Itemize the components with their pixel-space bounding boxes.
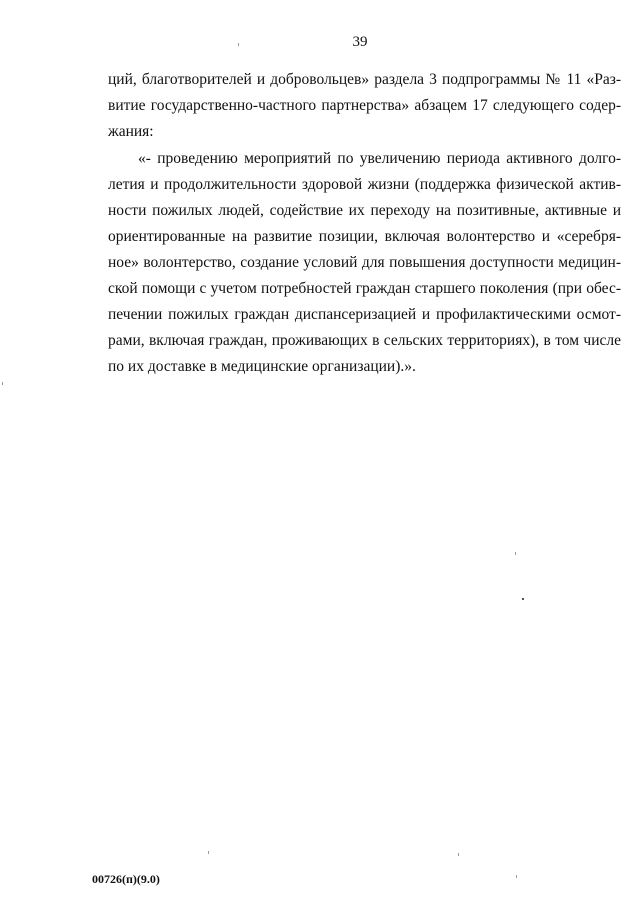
scan-speck — [458, 853, 459, 856]
text-line: витие государственно-частного партнерства» абзацем 17 следующего содер- — [108, 97, 621, 114]
text-line: ное» волонтерство, создание условий для повышения доступности медицин- — [108, 254, 621, 271]
text-line: жания: — [108, 123, 154, 140]
text-line: летия и продолжительности здоровой жизни (поддержка физической актив- — [108, 176, 621, 193]
text-line: ности пожилых людей, содействие их переходу на позитивные, активные и — [108, 202, 621, 219]
scan-speck — [238, 43, 239, 46]
text-line: рами, включая граждан, проживающих в сельских территориях), в том числе — [108, 332, 621, 349]
text-line: по их доставке в медицинские организации).». — [108, 358, 416, 375]
scan-speck — [208, 851, 209, 854]
document-code: 00726(п)(9.0) — [92, 872, 160, 886]
scan-speck — [515, 552, 516, 555]
continuation-paragraph — [108, 67, 621, 145]
text-line: «- проведению мероприятий по увеличению периода активного долго- — [138, 150, 621, 167]
text-line: ской помощи с учетом потребностей граждан старшего поколения (при обес- — [108, 280, 621, 297]
text-line: ориентированные на развитие позиции, включая волонтерство и «серебря- — [108, 228, 621, 245]
page-number: 39 — [352, 34, 368, 50]
scan-speck — [516, 875, 517, 878]
text-line: печении пожилых граждан диспансеризацией и профилактическими осмот- — [108, 306, 621, 323]
scan-speck — [522, 598, 524, 600]
scan-speck — [2, 382, 3, 385]
text-line: ций, благотворителей и добровольцев» раздела 3 подпрограммы № 11 «Раз- — [108, 71, 621, 88]
quoted-paragraph — [108, 146, 621, 380]
